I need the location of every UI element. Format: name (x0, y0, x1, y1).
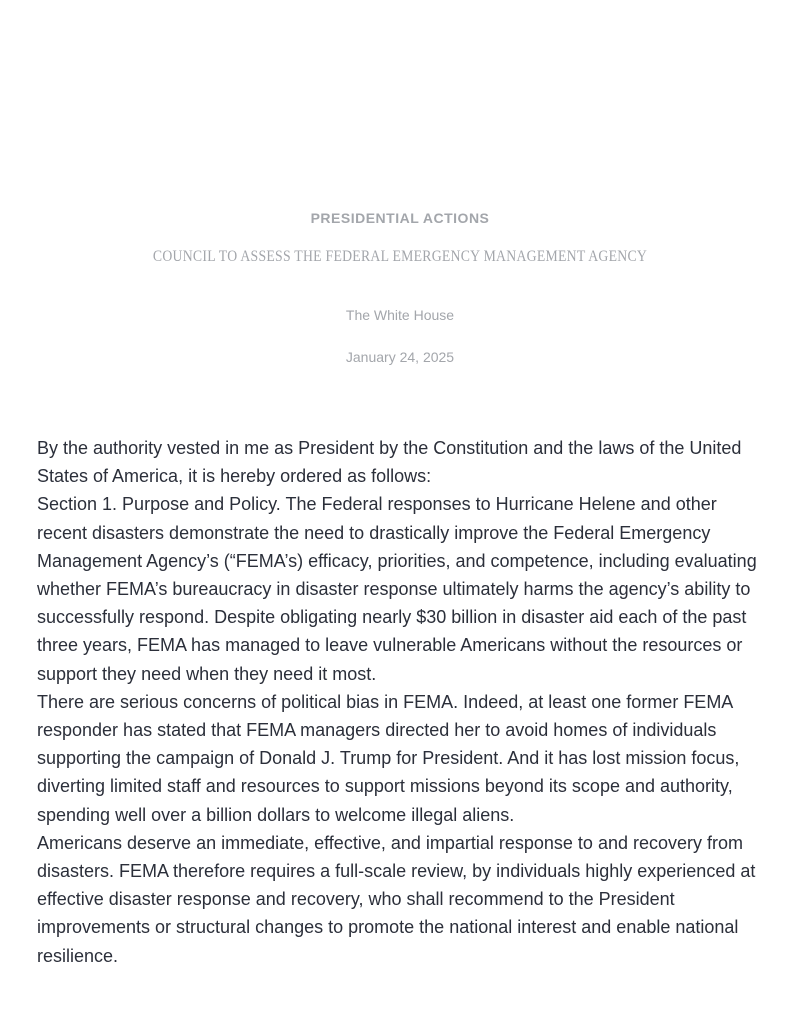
article-body (37, 434, 767, 970)
category-label[interactable]: PRESIDENTIAL ACTIONS (310, 210, 490, 226)
issuer-label: The White House (345, 307, 455, 323)
publish-date: January 24, 2025 (345, 349, 455, 365)
page-title: COUNCIL TO ASSESS THE FEDERAL EMERGENCY MANAGEMENT AGENCY (152, 248, 648, 265)
body-paragraph: By the authority vested in me as President by the Constitution and the laws of the United States of America, it is hereby ordered as follows: (37, 438, 742, 487)
body-paragraph: Americans deserve an immediate, effective, and impartial response to and recovery from disasters. FEMA therefore requires a full-scale review, by individuals highly experienced at effective disaster response and recovery, who shall recommend to the President improvements or structural changes to promote the national interest and enable national resilience. (37, 832, 756, 966)
body-paragraph: There are serious concerns of political bias in FEMA. Indeed, at least one former FEMA responder has stated that FEMA managers directed her to avoid homes of individuals supporting the campaign of Donald J. Trump for President. And it has lost mission focus, diverting limited staff and resources to support missions beyond its scope and authority, spending well over a billion dollars to welcome illegal aliens. (37, 691, 740, 825)
body-paragraph: Section 1. Purpose and Policy. The Federal responses to Hurricane Helene and other recent disasters demonstrate the need to drastically improve the Federal Emergency Management Agency’s (“FEMA’s) efficacy, priorities, and competence, including evaluating whether FEMA’s bureaucracy in disaster response ultimately harms the agency’s ability to successfully respond. Despite obligating nearly $30 billion in disaster aid each of the past three years, FEMA has managed to leave vulnerable Americans without the resources or support they need when they need it most. (37, 494, 757, 684)
